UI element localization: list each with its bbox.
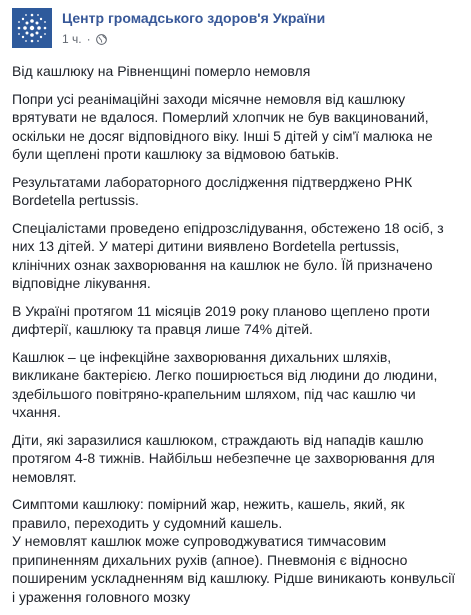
post-timestamp[interactable]: 1 ч. [62,32,82,46]
globe-icon[interactable] [96,34,107,45]
post-paragraph: У немовлят кашлюк може супроводжуватися тимчасовим припиненням дихальних рухів (апное). Пневмонія є відносно поширеним ускладненням від кашлюку. Рідше виникають конвульсії і ураження головного мозку [12,533,456,605]
post-paragraph: Симптоми кашлюку: помірний жар, нежить, кашель, який, як правило, переходить у судомний кашель. [12,496,405,531]
post-paragraph: В Україні протягом 11 місяців 2019 року планово щеплено проти дифтерії, кашлюку та правця лише 74% дітей. [12,302,430,337]
post-body [12,62,459,615]
post-headline: Від кашлюку на Рівненщині померло немовля [12,63,311,79]
page-name-link[interactable]: Центр громадського здоров'я України [62,10,326,26]
meta-separator: · [86,32,91,46]
post-paragraph: Попри усі реанімаційні заходи місячне немовля від кашлюку врятувати не вдалося. Померлий хлопчик не був вакцинований, оскільки не досяг відповідного віку. Інші 5 дітей у сім'ї малюка не були щеплені проти кашлюку за відмовою батьків. [12,90,433,162]
phc-logo-icon[interactable] [12,8,52,48]
post-paragraph: Кашлюк – це інфекційне захворювання дихальних шляхів, викликане бактерією. Легко поширюється від людини до людини, здебільшого повітряно-крапельним шляхом, під час кашлю чи чхання. [12,348,438,420]
post-meta [62,32,107,46]
post-paragraph: Результатами лабораторного дослідження підтверджено РНК Bordetella pertussis. [12,173,413,208]
post-paragraph: Спеціалістами проведено епідрозслідування, обстежено 18 осіб, з них 13 дітей. У матері дитини виявлено Bordetella pertussis, клінічних ознак захворювання на кашлюк не було. Їй призначено відповідне лікування. [12,219,444,291]
post-paragraph: Діти, які заразилися кашлюком, страждають від нападів кашлю протягом 4-8 тижнів. Найбільш небезпечне це захворювання для немовлят. [12,431,435,485]
post-header [12,8,462,52]
